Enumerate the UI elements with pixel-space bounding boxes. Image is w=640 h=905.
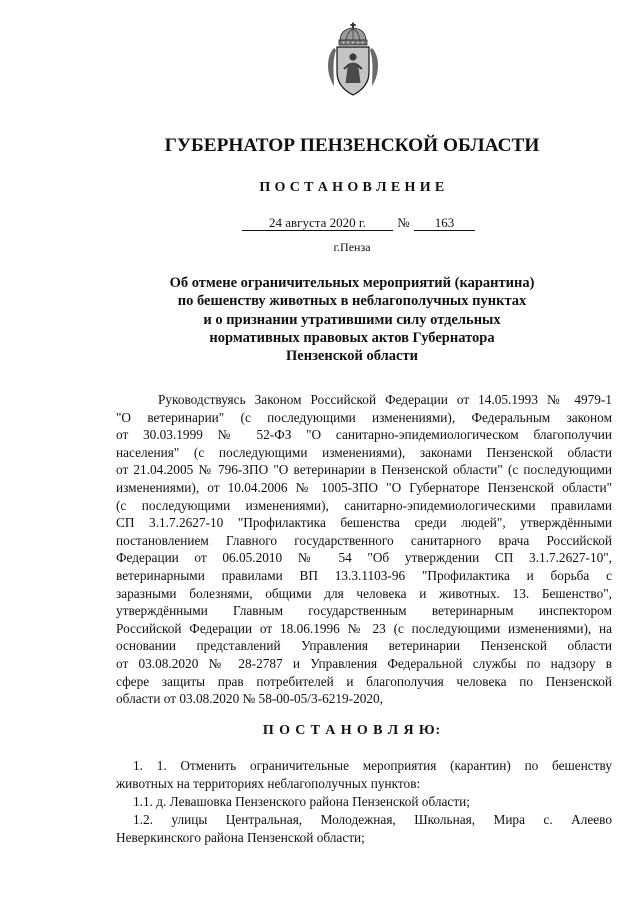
- date-number-row: [242, 216, 475, 232]
- text-line: сфере защиты прав потребителей и благополучия человека по Пензенской: [116, 673, 612, 689]
- item-line: животных на территориях неблагополучных пунктов:: [116, 776, 421, 791]
- preamble-paragraph: [116, 391, 612, 708]
- document-date: 24 августа 2020 г.: [242, 216, 393, 231]
- document-subject: [96, 274, 608, 365]
- resolution-items: [116, 757, 612, 847]
- text-line: области от 03.08.2020 № 58-00-05/3-6219-2020,: [116, 691, 384, 707]
- item-line: Неверкинского района Пензенской области;: [116, 830, 365, 845]
- city: г.Пенза: [333, 240, 371, 254]
- text-line: постановлением Главного государственного санитарного врача Российской: [116, 532, 612, 548]
- document-number: 163: [414, 216, 475, 231]
- text-line: Федерации от 06.05.2010 № 54 "Об утверждении СП 3.1.7.2627-10",: [116, 550, 612, 566]
- text-line: "О ветеринарии" (с последующими изменениями), Федеральным законом: [116, 409, 612, 425]
- item-line: 1.2. улицы Центральная, Молодежная, Школьная, Мира с. Алеево: [133, 812, 612, 827]
- text-line: основании представлений Управления ветеринарии Пензенской области: [116, 638, 612, 654]
- text-line: Руководствуясь Законом Российской Федерации от 14.05.1993 № 4979-1: [158, 392, 612, 407]
- text-line: изменениями), от 10.04.2006 № 1005-ЗПО "О Губернаторе Пензенской области": [116, 479, 612, 495]
- subject-line: и о признании утратившими силу отдельных: [203, 311, 501, 328]
- text-line: населения" (с последующими изменениями), законами Пензенской области: [116, 444, 612, 460]
- item-line: 1. 1. Отменить ограничительные мероприятия (карантин) по бешенству: [133, 758, 612, 773]
- text-line: от 03.08.2020 № 28-2787 и Управления Федеральной службы по надзору в: [116, 655, 612, 671]
- resolve-heading: П О С Т А Н О В Л Я Ю:: [262, 723, 442, 738]
- text-line: Российской Федерации от 18.06.1996 № 23 (с последующими изменениями), на: [116, 620, 612, 636]
- item-line: 1.1. д. Левашовка Пензенского района Пензенской области;: [133, 794, 470, 809]
- subject-line: Пензенской области: [286, 348, 418, 365]
- text-line: заразными болезнями, общими для человека и животных. 13. Бешенство",: [116, 585, 612, 601]
- text-line: СП 3.1.7.2627-10 "Профилактика бешенства среди людей", утверждёнными: [116, 515, 612, 531]
- text-line: (с последующими изменениями), санитарно-эпидемиологическими правилами: [116, 497, 612, 513]
- text-line: ветеринарными правилами ВП 13.3.1103-96 "Профилактика и борьба с: [116, 567, 612, 583]
- text-line: утверждёнными Главным государственным ветеринарным инспектором: [116, 603, 612, 619]
- coat-of-arms-icon: [322, 22, 384, 98]
- document-type: П О С Т А Н О В Л Е Н И Е: [259, 180, 445, 195]
- text-line: от 30.03.1999 № 52-ФЗ "О санитарно-эпидемиологическом благополучии: [116, 427, 612, 443]
- issuer-title: ГУБЕРНАТОР ПЕНЗЕНСКОЙ ОБЛАСТИ: [164, 135, 540, 156]
- subject-line: нормативных правовых актов Губернатора: [209, 329, 495, 346]
- number-sign: №: [397, 215, 410, 230]
- subject-line: по бешенству животных в неблагополучных пунктах: [177, 293, 527, 310]
- text-line: от 21.04.2005 № 796-ЗПО "О ветеринарии в Пензенской области" (с последующими: [116, 462, 612, 478]
- subject-line: Об отмене ограничительных мероприятий (карантина): [169, 275, 535, 291]
